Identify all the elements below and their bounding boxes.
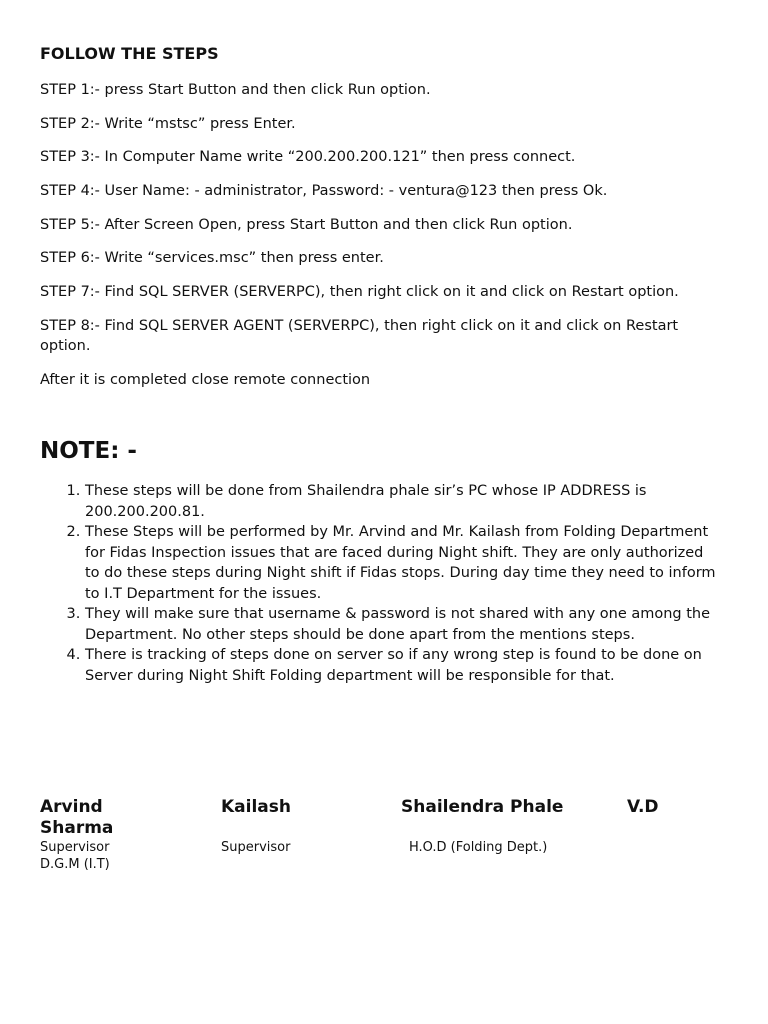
signatory-role-vd-sharma: D.G.M (I.T) — [40, 857, 110, 872]
signatory-name-shailendra: Shailendra Phale — [401, 797, 564, 817]
step-item: STEP 8:- Find SQL SERVER AGENT (SERVERPC), then right click on it and click on Restart option. — [40, 317, 679, 354]
step-item: STEP 4:- User Name: - administrator, Password: - ventura@123 then press Ok. — [40, 183, 608, 200]
steps-list — [40, 80, 720, 370]
note-item: 1. These steps will be done from Shailendra phale sir’s PC whose IP ADDRESS is 200.200.200.81. — [85, 481, 720, 522]
note-title: NOTE: - — [40, 438, 137, 464]
signatory-name-sharma: Sharma — [40, 818, 114, 838]
note-item: 3. They will make sure that username & password is not shared with any one among the Department. No other steps should be done apart from the mentions steps. — [85, 604, 720, 645]
step-item: STEP 5:- After Screen Open, press Start Button and then click Run option. — [40, 216, 573, 233]
closing-instruction: After it is completed close remote connection — [40, 372, 371, 388]
step-item: STEP 1:- press Start Button and then click Run option. — [40, 82, 431, 98]
signatory-role-shailendra: H.O.D (Folding Dept.) — [409, 840, 548, 855]
note-item: 2. These Steps will be performed by Mr. Arvind and Mr. Kailash from Folding Department for Fidas Inspection issues that are faced during Night shift. They are only authorized to do these steps during Night shift if Fidas stops. During day time they need to inform to I.T Department for the issues. — [85, 522, 720, 604]
signatory-name-vd: V.D — [627, 797, 659, 817]
signatory-role-kailash: Supervisor — [221, 840, 291, 855]
step-item: STEP 7:- Find SQL SERVER (SERVERPC), then right click on it and click on Restart option. — [40, 284, 679, 301]
step-item: STEP 6:- Write “services.msc” then press enter. — [40, 250, 384, 267]
page-heading: FOLLOW THE STEPS — [40, 44, 219, 63]
signatory-role-arvind: Supervisor — [40, 840, 110, 855]
note-item: 4. There is tracking of steps done on server so if any wrong step is found to be done on Server during Night Shift Folding department will be responsible for that. — [85, 645, 720, 686]
notes-list — [40, 481, 720, 686]
signatory-name-kailash: Kailash — [221, 797, 291, 817]
step-item: STEP 2:- Write “mstsc” press Enter. — [40, 115, 296, 132]
step-item: STEP 3:- In Computer Name write “200.200.200.121” then press connect. — [40, 149, 576, 166]
signatory-name-arvind: Arvind — [40, 797, 103, 817]
